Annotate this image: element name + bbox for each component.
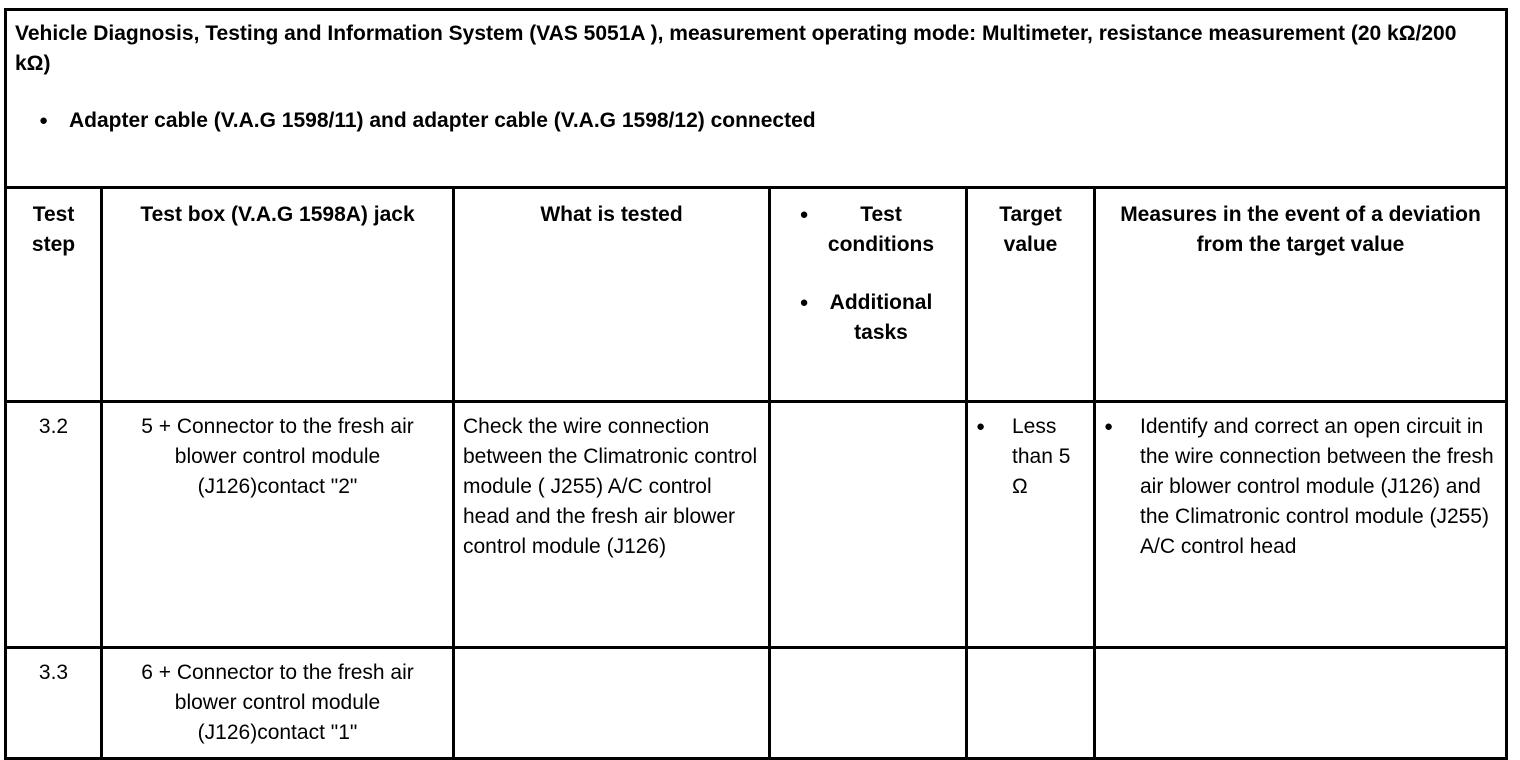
table-header-row (6, 188, 1507, 402)
intro-bullet-text: Adapter cable (V.A.G 1598/11) and adapter cable (V.A.G 1598/12) connected (69, 109, 816, 132)
target-value-item (976, 412, 1085, 502)
header-test-step: Test step (6, 188, 102, 402)
measures-text: Identify and correct an open circuit in the wire connection between the fresh air blower control module (J126) and the Climatronic control module (J255) A/C control head (1140, 415, 1494, 558)
cell-measures (1095, 402, 1507, 648)
cell-target-value (967, 648, 1095, 759)
cell-target-value (967, 402, 1095, 648)
bullet-icon: ● (976, 418, 986, 435)
target-value-text: Less than 5 Ω (1012, 415, 1071, 498)
cell-what-is-tested (454, 648, 770, 759)
table-row (6, 648, 1507, 759)
header-additional-tasks-text: Additional tasks (829, 291, 933, 344)
cell-test-conditions (770, 402, 967, 648)
cell-test-box: 5 + Connector to the fresh air blower control module (J126)contact "2" (102, 402, 454, 648)
measures-item (1104, 412, 1497, 562)
bullet-icon: ● (799, 294, 809, 311)
table-row (6, 402, 1507, 648)
intro-cell (6, 10, 1507, 188)
cell-test-box: 6 + Connector to the fresh air blower control module (J126)contact "1" (102, 648, 454, 759)
cell-measures (1095, 648, 1507, 759)
header-test-conditions (770, 188, 967, 402)
cell-test-step: 3.3 (6, 648, 102, 759)
header-conditions-text: Test conditions (827, 203, 935, 256)
header-additional-tasks-item (779, 288, 957, 348)
bullet-icon: ● (39, 112, 49, 129)
header-target-value: Target value (967, 188, 1095, 402)
cell-test-conditions (770, 648, 967, 759)
bullet-icon: ● (799, 206, 809, 223)
bullet-icon: ● (1104, 418, 1114, 435)
intro-bullet-item (15, 106, 1495, 136)
header-conditions-item (779, 200, 957, 260)
header-what-is-tested: What is tested (454, 188, 770, 402)
test-procedure-table (4, 8, 1508, 760)
cell-test-step: 3.2 (6, 402, 102, 648)
intro-row (6, 10, 1507, 188)
page-title: Vehicle Diagnosis, Testing and Information System (VAS 5051A ), measurement operating mode: Multimeter, resistance measurement (20 kΩ/200 kΩ) (15, 22, 1457, 75)
cell-what-is-tested: Check the wire connection between the Climatronic control module ( J255) A/C control head and the fresh air blower control module (J126) (454, 402, 770, 648)
header-measures: Measures in the event of a deviation from the target value (1095, 188, 1507, 402)
header-test-box: Test box (V.A.G 1598A) jack (102, 188, 454, 402)
